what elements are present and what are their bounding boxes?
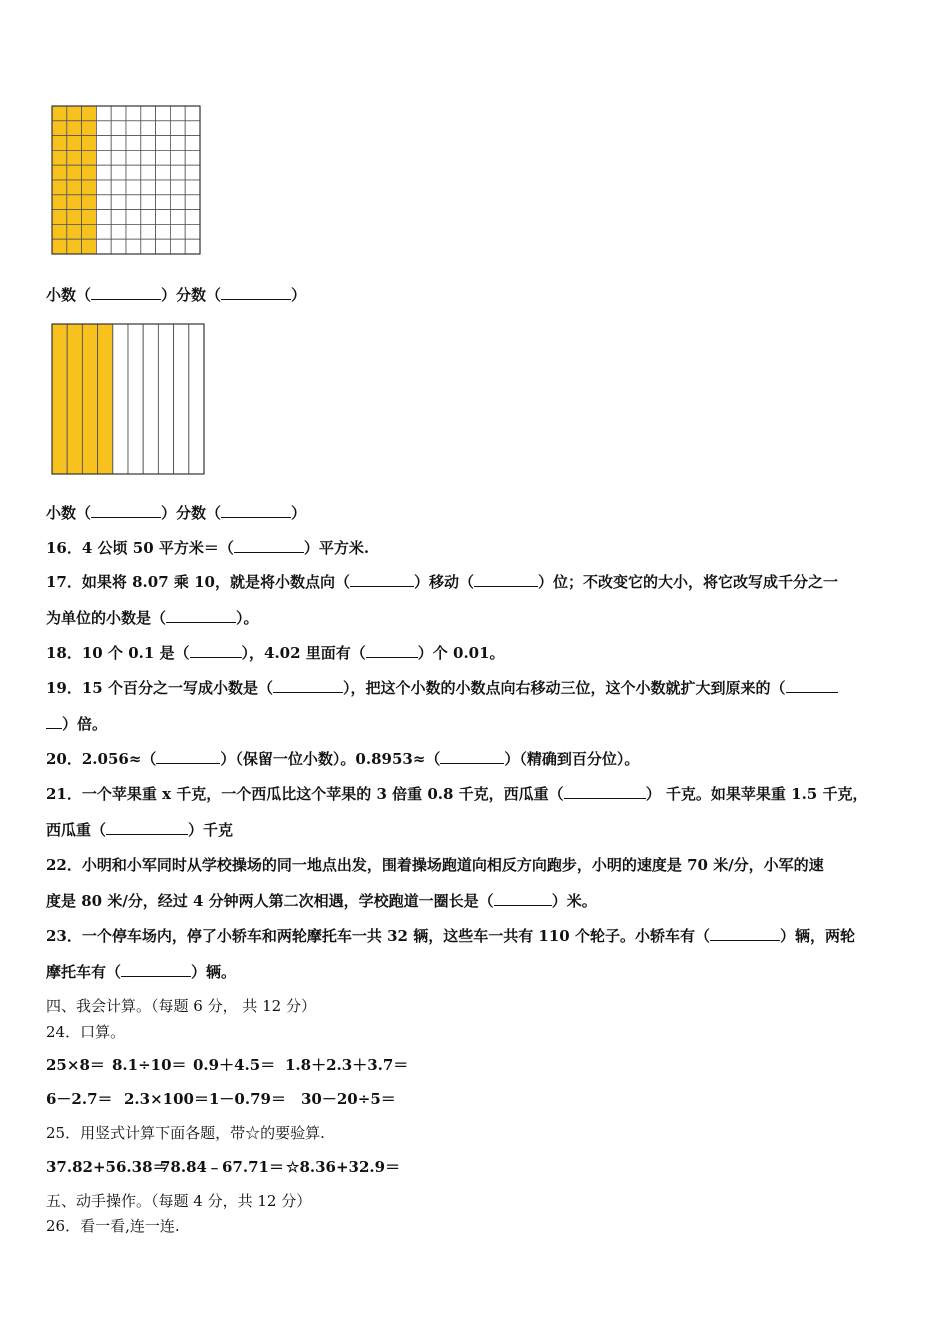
caption-text: ）分数（ [161, 504, 222, 522]
grid-cell [96, 195, 111, 210]
grid-cell [126, 150, 141, 165]
grid-cell [141, 210, 156, 225]
answer-blank[interactable] [221, 285, 291, 300]
grid-cell [156, 121, 171, 136]
grid-cell [141, 239, 156, 254]
grid-cell [111, 195, 126, 210]
answer-blank[interactable] [190, 643, 242, 658]
grid-cell [111, 136, 126, 151]
grid-cell-shaded [67, 180, 82, 195]
grid-cell [170, 224, 185, 239]
grid-cell-shaded [52, 224, 67, 239]
grid-cell [185, 121, 200, 136]
answer-blank[interactable] [166, 608, 236, 623]
grid-cell-shaded [52, 210, 67, 225]
grid-cell [156, 239, 171, 254]
grid-cell [156, 165, 171, 180]
question-text: 19．15 个百分之一写成小数是（ [46, 679, 273, 697]
question-text: 23．一个停车场内，停了小轿车和两轮摩托车一共 32 辆，这些车一共有 110 个轮子。小轿车有（ [46, 927, 710, 945]
grid-cell [111, 180, 126, 195]
question-24-title: 24．口算。 [46, 1023, 126, 1041]
answer-blank[interactable] [46, 714, 62, 729]
grid-cell [96, 136, 111, 151]
answer-blank[interactable] [234, 538, 304, 553]
strip [189, 324, 204, 474]
figure1-caption [46, 285, 306, 305]
calc-item: ☆8.36+32.9＝ [286, 1158, 401, 1176]
caption-text: 小数（ [46, 286, 92, 304]
grid-cell [170, 121, 185, 136]
question-text: 22．小明和小军同时从学校操场的同一地点出发，围着操场跑道向相反方向跑步，小明的速度是 70 米/分，小军的速 [46, 856, 824, 874]
grid-cell-shaded [82, 210, 97, 225]
grid-cell-shaded [82, 180, 97, 195]
grid-cell [141, 150, 156, 165]
question-text: ）位；不改变它的大小，将它改写成千分之一 [537, 573, 838, 591]
question-text: 21．一个苹果重 x 千克，一个西瓜比这个苹果的 3 倍重 0.8 千克，西瓜重（ [46, 785, 564, 803]
question-16 [46, 538, 369, 558]
grid-cell [111, 121, 126, 136]
grid-cell-shaded [67, 224, 82, 239]
strip-shaded [82, 324, 97, 474]
question-22 [46, 855, 824, 875]
answer-blank[interactable] [221, 503, 291, 518]
grid-cell [156, 224, 171, 239]
grid-cell-shaded [67, 210, 82, 225]
strip [174, 324, 189, 474]
grid-cell [96, 210, 111, 225]
grid-cell [170, 195, 185, 210]
grid-cell [126, 180, 141, 195]
question-text: 度是 80 米/分，经过 4 分钟两人第二次相遇，学校跑道一圈长是（ [46, 892, 494, 910]
grid-cell [111, 224, 126, 239]
calc-item: 2.3×100＝ [124, 1090, 209, 1108]
grid-cell-shaded [52, 239, 67, 254]
answer-blank[interactable] [121, 962, 191, 977]
grid-cell [141, 106, 156, 121]
grid-cell [170, 165, 185, 180]
question-text: ）辆，两轮 [779, 927, 855, 945]
grid-cell [111, 106, 126, 121]
answer-blank[interactable] [440, 749, 504, 764]
calc-item: 25×8＝ [46, 1056, 105, 1074]
grid-cell [185, 150, 200, 165]
grid-cell [170, 239, 185, 254]
grid-cell [156, 180, 171, 195]
answer-blank[interactable] [710, 926, 780, 941]
answer-blank[interactable] [350, 572, 414, 587]
question-text: 18．10 个 0.1 是（ [46, 644, 190, 662]
grid-cell [170, 210, 185, 225]
strip [128, 324, 143, 474]
answer-blank[interactable] [474, 572, 538, 587]
tenths-strip-figure [50, 322, 208, 478]
grid-cell [156, 150, 171, 165]
question-20 [46, 749, 639, 769]
question-26-title: 26．看一看,连一连. [46, 1217, 180, 1235]
question-19-cont [46, 714, 107, 734]
caption-text: ）分数（ [161, 286, 222, 304]
strip-shaded [52, 324, 67, 474]
grid-cell-shaded [82, 165, 97, 180]
question-text: 17．如果将 8.07 乘 10，就是将小数点向（ [46, 573, 350, 591]
grid-cell [141, 136, 156, 151]
grid-cell [111, 150, 126, 165]
question-text: ） 千克。如果苹果重 1.5 千克， [645, 785, 868, 803]
hundred-grid-figure [50, 104, 204, 256]
question-text: 为单位的小数是（ [46, 609, 167, 627]
grid-cell [156, 136, 171, 151]
grid-cell [141, 224, 156, 239]
question-text: ），把这个小数的小数点向右移动三位，这个小数就扩大到原来的（ [342, 679, 786, 697]
calc-item: 1.8＋2.3＋3.7＝ [285, 1056, 409, 1074]
grid-cell [111, 165, 126, 180]
calc-item: 6－2.7＝ [46, 1090, 113, 1108]
question-19 [46, 678, 838, 698]
question-text: ）米。 [551, 892, 597, 910]
grid-cell [126, 195, 141, 210]
grid-cell [185, 210, 200, 225]
grid-cell-shaded [82, 106, 97, 121]
grid-cell-shaded [67, 150, 82, 165]
question-text: ）移动（ [413, 573, 474, 591]
grid-cell [185, 106, 200, 121]
caption-text: ） [291, 504, 307, 522]
strip-shaded [67, 324, 82, 474]
question-22-cont [46, 891, 597, 911]
grid-cell-shaded [67, 106, 82, 121]
grid-cell-shaded [82, 150, 97, 165]
grid-cell-shaded [67, 195, 82, 210]
question-text: 西瓜重（ [46, 821, 107, 839]
question-25-title: 25．用竖式计算下面各题，带☆的要验算. [46, 1124, 325, 1142]
question-text: ）辆。 [191, 963, 237, 981]
grid-cell-shaded [82, 239, 97, 254]
grid-cell-shaded [52, 180, 67, 195]
answer-blank[interactable] [106, 820, 188, 835]
grid-cell [96, 121, 111, 136]
grid-cell [111, 239, 126, 254]
strip [158, 324, 173, 474]
grid-cell [141, 195, 156, 210]
strip [143, 324, 158, 474]
grid-cell-shaded [67, 136, 82, 151]
grid-cell [170, 136, 185, 151]
grid-cell [156, 210, 171, 225]
grid-cell [96, 180, 111, 195]
answer-blank[interactable] [564, 784, 646, 799]
grid-cell-shaded [52, 165, 67, 180]
grid-cell [126, 106, 141, 121]
question-text: ）（保留一位小数）。0.8953≈（ [220, 750, 441, 768]
question-23 [46, 926, 855, 946]
question-text: ）。 [236, 609, 259, 627]
question-18 [46, 643, 505, 663]
grid-cell [96, 150, 111, 165]
question-text: ）（精确到百分位）。 [504, 750, 640, 768]
section-heading-4: 四、我会计算。（每题 6 分， 共 12 分） [46, 997, 316, 1015]
grid-cell [170, 106, 185, 121]
grid-cell-shaded [82, 136, 97, 151]
question-17 [46, 572, 838, 592]
grid-cell-shaded [52, 106, 67, 121]
grid-cell [141, 180, 156, 195]
question-text: ）个 0.01。 [417, 644, 505, 662]
answer-blank[interactable] [366, 643, 418, 658]
grid-cell-shaded [52, 121, 67, 136]
grid-cell [96, 106, 111, 121]
calc-item: 78.84﹣67.71＝ [160, 1158, 284, 1176]
grid-cell [96, 165, 111, 180]
grid-cell-shaded [82, 121, 97, 136]
grid-cell [126, 136, 141, 151]
question-23-cont [46, 962, 236, 982]
answer-blank[interactable] [273, 678, 343, 693]
grid-cell [185, 224, 200, 239]
grid-cell [185, 239, 200, 254]
question-text: 16．4 公顷 50 平方米＝（ [46, 539, 234, 557]
question-text: ），4.02 里面有（ [241, 644, 366, 662]
question-text: 20．2.056≈（ [46, 750, 157, 768]
grid-cell [185, 165, 200, 180]
question-text: 摩托车有（ [46, 963, 122, 981]
grid-cell-shaded [67, 239, 82, 254]
grid-cell [156, 195, 171, 210]
grid-cell-shaded [52, 136, 67, 151]
grid-cell [96, 239, 111, 254]
figure2-caption [46, 503, 306, 523]
calc-item: 1－0.79＝ [209, 1090, 286, 1108]
grid-cell [170, 150, 185, 165]
grid-cell [141, 121, 156, 136]
grid-cell [185, 136, 200, 151]
grid-cell [126, 224, 141, 239]
grid-cell-shaded [67, 121, 82, 136]
question-17-cont [46, 608, 259, 628]
grid-cell [126, 239, 141, 254]
caption-text: 小数（ [46, 504, 92, 522]
grid-cell [111, 210, 126, 225]
answer-blank[interactable] [494, 891, 552, 906]
grid-cell [185, 180, 200, 195]
question-text: ）倍。 [62, 715, 108, 733]
question-21-cont [46, 820, 233, 840]
grid-cell [170, 180, 185, 195]
grid-cell-shaded [82, 195, 97, 210]
grid-cell-shaded [52, 195, 67, 210]
grid-cell-shaded [52, 150, 67, 165]
strip [113, 324, 128, 474]
grid-cell [96, 224, 111, 239]
caption-text: ） [291, 286, 307, 304]
strip-shaded [98, 324, 113, 474]
grid-cell [126, 165, 141, 180]
calc-item: 30－20÷5＝ [301, 1090, 396, 1108]
question-21 [46, 784, 867, 804]
grid-cell [156, 106, 171, 121]
grid-cell [185, 195, 200, 210]
answer-blank[interactable] [91, 503, 161, 518]
section-heading-5: 五、动手操作。（每题 4 分，共 12 分） [46, 1192, 312, 1210]
calc-item: 8.1÷10＝ [112, 1056, 187, 1074]
question-text: ）千克 [188, 821, 234, 839]
grid-cell [126, 121, 141, 136]
answer-blank[interactable] [156, 749, 220, 764]
calc-item: 37.82+56.38＝ [46, 1158, 168, 1176]
grid-cell [141, 165, 156, 180]
answer-blank[interactable] [786, 678, 838, 693]
grid-cell-shaded [82, 224, 97, 239]
calc-item: 0.9＋4.5＝ [193, 1056, 276, 1074]
answer-blank[interactable] [91, 285, 161, 300]
grid-cell [126, 210, 141, 225]
grid-cell-shaded [67, 165, 82, 180]
question-text: ）平方米. [303, 539, 370, 557]
